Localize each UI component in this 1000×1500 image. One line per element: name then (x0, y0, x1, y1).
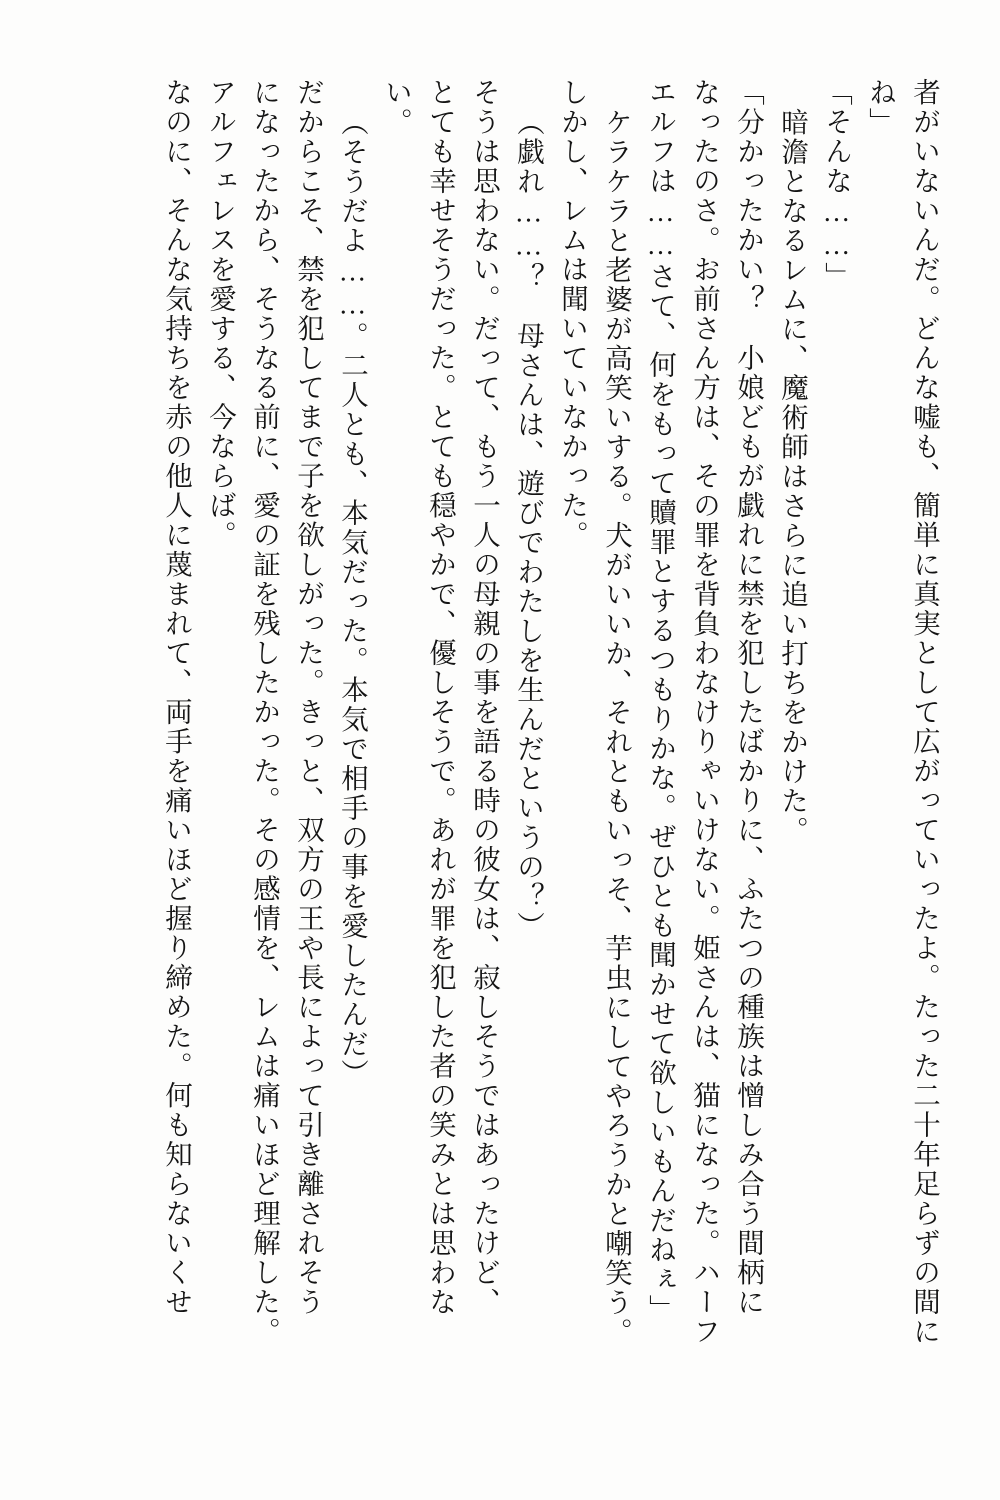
vertical-text-body (62, 78, 938, 1420)
text-line: 「そんな……」 (821, 78, 852, 292)
text-line: 暗澹となるレムに、魔術師はさらに追い打ちをかけた。 (777, 108, 808, 846)
text-line: しかし、レムは聞いていなかった。 (557, 78, 588, 550)
text-line: 「分かったかい？ 小娘どもが戯れに禁を犯したばかりに、ふたつの種族は憎しみ合う間柄に (733, 78, 764, 1317)
text-line: （そうだよ……。二人とも、本気だった。本気で相手の事を愛したんだ） (337, 108, 368, 1089)
text-line: だからこそ、禁を犯してまで子を欲しがった。きっと、双方の王や長によって引き離されそう (293, 78, 324, 1317)
text-line: とても幸せそうだった。とても穏やかで、優しそうで。あれが罪を犯した者の笑みとは思わな (425, 78, 456, 1317)
text-line: なのに、そんな気持ちを赤の他人に蔑まれて、両手を痛いほど握り締めた。何も知らないくせ (161, 78, 192, 1317)
text-line: そうは思わない。だって、もう一人の母親の事を語る時の彼女は、寂しそうではあったけど、 (469, 78, 500, 1317)
text-line: い。 (381, 78, 412, 137)
text-line: ケラケラと老婆が高笑いする。犬がいいか、それともいっそ、芋虫にしてやろうかと嘲笑う。 (601, 108, 632, 1347)
text-line: 者がいないんだ。どんな嘘も、簡単に真実として広がっていったよ。たった二十年足らずの間に (909, 78, 940, 1347)
text-line: になったから、そうなる前に、愛の証を残したかった。その感情を、レムは痛いほど理解した。 (249, 78, 280, 1347)
text-line: アルフェレスを愛する、今ならば。 (205, 78, 236, 550)
text-line: ね」 (865, 78, 896, 137)
text-line: エルフは……さて、何をもって贖罪とするつもりかな。ぜひとも聞かせて欲しいもんだねぇ」 (645, 78, 676, 1324)
text-line: （戯れ……？ 母さんは、遊びでわたしを生んだというの？） (513, 108, 544, 941)
text-line: なったのさ。お前さん方は、その罪を背負わなけりゃいけない。姫さんは、猫になった。ハーフ (689, 78, 720, 1347)
